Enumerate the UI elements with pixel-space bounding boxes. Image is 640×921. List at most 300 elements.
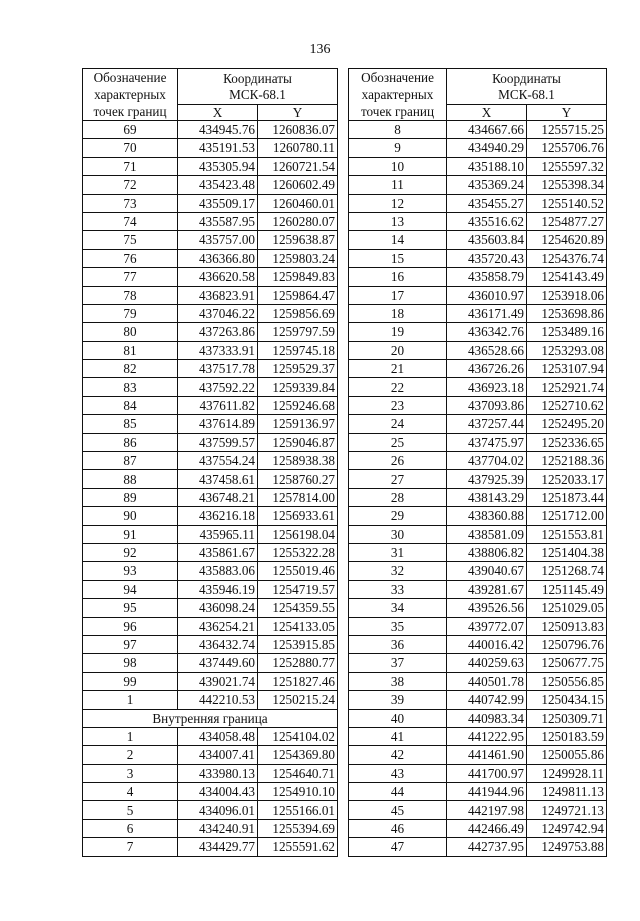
table-row	[349, 617, 607, 635]
y-coordinate-cell: 1251145.49	[527, 580, 607, 598]
x-coordinate-cell: 438581.09	[447, 525, 527, 543]
x-coordinate-cell: 436528.66	[447, 341, 527, 359]
x-coordinate-cell: 434240.91	[178, 819, 258, 837]
table-row	[349, 231, 607, 249]
coordinates-header: Координаты МСК-68.1	[178, 69, 338, 105]
table-row	[349, 139, 607, 157]
x-coordinate-cell: 435305.94	[178, 157, 258, 175]
x-coordinate-cell: 439526.56	[447, 599, 527, 617]
x-coordinate-cell: 437554.24	[178, 452, 258, 470]
y-coordinate-cell: 1253293.08	[527, 341, 607, 359]
y-coordinate-cell: 1250215.24	[258, 691, 338, 709]
point-number-cell: 14	[349, 231, 447, 249]
point-number-cell: 74	[83, 212, 178, 230]
table-row	[83, 672, 338, 690]
table-row	[349, 286, 607, 304]
x-coordinate-cell: 437611.82	[178, 396, 258, 414]
y-coordinate-cell: 1249928.11	[527, 764, 607, 782]
table-row	[349, 562, 607, 580]
x-coordinate-cell: 435883.06	[178, 562, 258, 580]
table-row	[83, 212, 338, 230]
coordinates-table-right	[348, 68, 607, 857]
point-number-cell: 76	[83, 249, 178, 267]
point-number-cell: 8	[349, 121, 447, 139]
x-coordinate-cell: 434004.43	[178, 783, 258, 801]
page-number: 136	[309, 42, 331, 57]
y-coordinate-cell: 1252033.17	[527, 470, 607, 488]
y-coordinate-cell: 1254719.57	[258, 580, 338, 598]
point-number-cell: 96	[83, 617, 178, 635]
y-coordinate-cell: 1260721.54	[258, 157, 338, 175]
point-number-cell: 6	[83, 819, 178, 837]
point-number-cell: 88	[83, 470, 178, 488]
table-row	[83, 121, 338, 139]
y-coordinate-cell: 1252921.74	[527, 378, 607, 396]
point-number-cell: 81	[83, 341, 178, 359]
y-coordinate-cell: 1259339.84	[258, 378, 338, 396]
y-coordinate-cell: 1250556.85	[527, 672, 607, 690]
y-coordinate-cell: 1258938.38	[258, 452, 338, 470]
y-coordinate-cell: 1259136.97	[258, 415, 338, 433]
x-coordinate-cell: 440983.34	[447, 709, 527, 727]
table-row	[83, 599, 338, 617]
x-coordinate-cell: 437093.86	[447, 396, 527, 414]
x-coordinate-cell: 434058.48	[178, 727, 258, 745]
x-coordinate-cell: 437046.22	[178, 304, 258, 322]
table-row	[83, 488, 338, 506]
x-coordinate-cell: 436366.80	[178, 249, 258, 267]
point-number-cell: 38	[349, 672, 447, 690]
point-number-cell: 15	[349, 249, 447, 267]
point-number-cell: 97	[83, 635, 178, 653]
table-row	[83, 746, 338, 764]
designation-header: Обозначение характерных точек границ	[349, 69, 447, 121]
y-coordinate-cell: 1252495.20	[527, 415, 607, 433]
y-coordinate-cell: 1259849.83	[258, 268, 338, 286]
x-coordinate-cell: 435455.27	[447, 194, 527, 212]
y-coordinate-cell: 1260836.07	[258, 121, 338, 139]
table-row	[349, 838, 607, 856]
table-row	[349, 268, 607, 286]
x-coordinate-cell: 436010.97	[447, 286, 527, 304]
x-coordinate-cell: 436432.74	[178, 635, 258, 653]
x-coordinate-cell: 437704.02	[447, 452, 527, 470]
table-row	[83, 580, 338, 598]
table-row	[83, 341, 338, 359]
y-coordinate-cell: 1259638.87	[258, 231, 338, 249]
y-coordinate-cell: 1254620.89	[527, 231, 607, 249]
y-header: Y	[258, 105, 338, 121]
table-row	[83, 268, 338, 286]
y-coordinate-cell: 1259529.37	[258, 360, 338, 378]
table-row	[349, 378, 607, 396]
table-row	[349, 543, 607, 561]
x-coordinate-cell: 436254.21	[178, 617, 258, 635]
point-number-cell: 72	[83, 176, 178, 194]
x-coordinate-cell: 437475.97	[447, 433, 527, 451]
point-number-cell: 25	[349, 433, 447, 451]
point-number-cell: 24	[349, 415, 447, 433]
table-row	[83, 654, 338, 672]
y-coordinate-cell: 1255597.32	[527, 157, 607, 175]
y-coordinate-cell: 1250434.15	[527, 691, 607, 709]
x-coordinate-cell: 439281.67	[447, 580, 527, 598]
table-row	[83, 360, 338, 378]
y-coordinate-cell: 1249742.94	[527, 819, 607, 837]
point-number-cell: 79	[83, 304, 178, 322]
table-row	[349, 452, 607, 470]
y-coordinate-cell: 1253698.86	[527, 304, 607, 322]
x-coordinate-cell: 435720.43	[447, 249, 527, 267]
y-coordinate-cell: 1250309.71	[527, 709, 607, 727]
table-row	[349, 360, 607, 378]
coordinates-header: Координаты МСК-68.1	[447, 69, 607, 105]
x-coordinate-cell: 434429.77	[178, 838, 258, 856]
x-coordinate-cell: 435423.48	[178, 176, 258, 194]
x-coordinate-cell: 440742.99	[447, 691, 527, 709]
y-coordinate-cell: 1254910.10	[258, 783, 338, 801]
x-coordinate-cell: 438143.29	[447, 488, 527, 506]
point-number-cell: 69	[83, 121, 178, 139]
table-row	[83, 157, 338, 175]
y-coordinate-cell: 1253918.06	[527, 286, 607, 304]
table-row	[349, 691, 607, 709]
y-coordinate-cell: 1251268.74	[527, 562, 607, 580]
x-coordinate-cell: 441700.97	[447, 764, 527, 782]
table-row	[349, 672, 607, 690]
table-row	[83, 378, 338, 396]
point-number-cell: 27	[349, 470, 447, 488]
x-coordinate-cell: 440501.78	[447, 672, 527, 690]
y-coordinate-cell: 1250796.76	[527, 635, 607, 653]
y-coordinate-cell: 1260460.01	[258, 194, 338, 212]
table-row	[349, 121, 607, 139]
point-number-cell: 71	[83, 157, 178, 175]
y-coordinate-cell: 1260602.49	[258, 176, 338, 194]
y-coordinate-cell: 1254369.80	[258, 746, 338, 764]
x-coordinate-cell: 435369.24	[447, 176, 527, 194]
table-row	[83, 323, 338, 341]
table-row	[349, 727, 607, 745]
y-coordinate-cell: 1250677.75	[527, 654, 607, 672]
table-row	[83, 525, 338, 543]
y-coordinate-cell: 1259803.24	[258, 249, 338, 267]
table-row	[83, 507, 338, 525]
table-row	[83, 304, 338, 322]
y-coordinate-cell: 1260780.11	[258, 139, 338, 157]
y-coordinate-cell: 1250055.86	[527, 746, 607, 764]
table-row	[83, 819, 338, 837]
point-number-cell: 5	[83, 801, 178, 819]
y-coordinate-cell: 1254877.27	[527, 212, 607, 230]
point-number-cell: 94	[83, 580, 178, 598]
x-coordinate-cell: 441461.90	[447, 746, 527, 764]
x-coordinate-cell: 435516.62	[447, 212, 527, 230]
x-coordinate-cell: 438806.82	[447, 543, 527, 561]
y-coordinate-cell: 1260280.07	[258, 212, 338, 230]
y-coordinate-cell: 1255140.52	[527, 194, 607, 212]
x-coordinate-cell: 435191.53	[178, 139, 258, 157]
y-coordinate-cell: 1254133.05	[258, 617, 338, 635]
y-coordinate-cell: 1258760.27	[258, 470, 338, 488]
x-coordinate-cell: 435603.84	[447, 231, 527, 249]
point-number-cell: 12	[349, 194, 447, 212]
point-number-cell: 30	[349, 525, 447, 543]
table-row	[349, 157, 607, 175]
point-number-cell: 95	[83, 599, 178, 617]
y-coordinate-cell: 1251029.05	[527, 599, 607, 617]
table-row	[349, 525, 607, 543]
y-coordinate-cell: 1259864.47	[258, 286, 338, 304]
x-coordinate-cell: 437599.57	[178, 433, 258, 451]
y-coordinate-cell: 1252336.65	[527, 433, 607, 451]
table-row	[349, 304, 607, 322]
point-number-cell: 43	[349, 764, 447, 782]
table-row	[349, 746, 607, 764]
table-row	[349, 488, 607, 506]
point-number-cell: 22	[349, 378, 447, 396]
table-row	[349, 819, 607, 837]
y-coordinate-cell: 1254376.74	[527, 249, 607, 267]
point-number-cell: 89	[83, 488, 178, 506]
point-number-cell: 9	[349, 139, 447, 157]
table-row	[83, 396, 338, 414]
y-coordinate-cell: 1249753.88	[527, 838, 607, 856]
table-row	[349, 654, 607, 672]
point-number-cell: 10	[349, 157, 447, 175]
table-row	[83, 801, 338, 819]
table-row	[349, 764, 607, 782]
y-coordinate-cell: 1250183.59	[527, 727, 607, 745]
y-coordinate-cell: 1254104.02	[258, 727, 338, 745]
y-coordinate-cell: 1255019.46	[258, 562, 338, 580]
table-row	[83, 635, 338, 653]
x-coordinate-cell: 436216.18	[178, 507, 258, 525]
table-row	[349, 323, 607, 341]
x-coordinate-cell: 434667.66	[447, 121, 527, 139]
table-row	[349, 580, 607, 598]
x-header: X	[447, 105, 527, 121]
x-coordinate-cell: 442737.95	[447, 838, 527, 856]
y-header: Y	[527, 105, 607, 121]
table-row	[349, 194, 607, 212]
y-coordinate-cell: 1255715.25	[527, 121, 607, 139]
point-number-cell: 99	[83, 672, 178, 690]
point-number-cell: 37	[349, 654, 447, 672]
point-number-cell: 86	[83, 433, 178, 451]
x-coordinate-cell: 439040.67	[447, 562, 527, 580]
point-number-cell: 26	[349, 452, 447, 470]
x-coordinate-cell: 436726.26	[447, 360, 527, 378]
point-number-cell: 47	[349, 838, 447, 856]
y-coordinate-cell: 1259246.68	[258, 396, 338, 414]
y-coordinate-cell: 1259856.69	[258, 304, 338, 322]
point-number-cell: 41	[349, 727, 447, 745]
x-coordinate-cell: 436171.49	[447, 304, 527, 322]
point-number-cell: 77	[83, 268, 178, 286]
point-number-cell: 75	[83, 231, 178, 249]
point-number-cell: 32	[349, 562, 447, 580]
table-row	[83, 543, 338, 561]
y-coordinate-cell: 1251827.46	[258, 672, 338, 690]
table-row	[83, 194, 338, 212]
x-coordinate-cell: 434945.76	[178, 121, 258, 139]
x-coordinate-cell: 439772.07	[447, 617, 527, 635]
point-number-cell: 33	[349, 580, 447, 598]
table-row	[349, 801, 607, 819]
y-coordinate-cell: 1251553.81	[527, 525, 607, 543]
x-coordinate-cell: 437333.91	[178, 341, 258, 359]
point-number-cell: 70	[83, 139, 178, 157]
x-coordinate-cell: 435509.17	[178, 194, 258, 212]
table-row	[83, 452, 338, 470]
x-coordinate-cell: 435188.10	[447, 157, 527, 175]
table-row	[83, 433, 338, 451]
y-coordinate-cell: 1256198.04	[258, 525, 338, 543]
x-coordinate-cell: 437458.61	[178, 470, 258, 488]
point-number-cell: 45	[349, 801, 447, 819]
point-number-cell: 36	[349, 635, 447, 653]
table-row	[349, 396, 607, 414]
point-number-cell: 83	[83, 378, 178, 396]
x-header: X	[178, 105, 258, 121]
x-coordinate-cell: 435757.00	[178, 231, 258, 249]
y-coordinate-cell: 1255398.34	[527, 176, 607, 194]
designation-header: Обозначение характерных точек границ	[83, 69, 178, 121]
x-coordinate-cell: 436823.91	[178, 286, 258, 304]
point-number-cell: 34	[349, 599, 447, 617]
x-coordinate-cell: 437614.89	[178, 415, 258, 433]
point-number-cell: 23	[349, 396, 447, 414]
point-number-cell: 73	[83, 194, 178, 212]
y-coordinate-cell: 1255591.62	[258, 838, 338, 856]
point-number-cell: 98	[83, 654, 178, 672]
table-row	[83, 415, 338, 433]
table-row	[83, 249, 338, 267]
section-row	[83, 709, 338, 727]
point-number-cell: 3	[83, 764, 178, 782]
table-row	[349, 249, 607, 267]
point-number-cell: 29	[349, 507, 447, 525]
point-number-cell: 31	[349, 543, 447, 561]
x-coordinate-cell: 442466.49	[447, 819, 527, 837]
point-number-cell: 18	[349, 304, 447, 322]
y-coordinate-cell: 1249721.13	[527, 801, 607, 819]
point-number-cell: 19	[349, 323, 447, 341]
x-coordinate-cell: 437449.60	[178, 654, 258, 672]
y-coordinate-cell: 1252880.77	[258, 654, 338, 672]
coordinates-table-left	[82, 68, 338, 857]
point-number-cell: 11	[349, 176, 447, 194]
y-coordinate-cell: 1255706.76	[527, 139, 607, 157]
x-coordinate-cell: 436748.21	[178, 488, 258, 506]
point-number-cell: 35	[349, 617, 447, 635]
point-number-cell: 2	[83, 746, 178, 764]
point-number-cell: 20	[349, 341, 447, 359]
y-coordinate-cell: 1255394.69	[258, 819, 338, 837]
x-coordinate-cell: 434940.29	[447, 139, 527, 157]
point-number-cell: 7	[83, 838, 178, 856]
table-row	[83, 838, 338, 856]
table-row	[349, 470, 607, 488]
y-coordinate-cell: 1253915.85	[258, 635, 338, 653]
y-coordinate-cell: 1257814.00	[258, 488, 338, 506]
x-coordinate-cell: 438360.88	[447, 507, 527, 525]
y-coordinate-cell: 1252710.62	[527, 396, 607, 414]
table-row	[83, 783, 338, 801]
table-row	[349, 433, 607, 451]
x-coordinate-cell: 434007.41	[178, 746, 258, 764]
x-coordinate-cell: 437592.22	[178, 378, 258, 396]
x-coordinate-cell: 435861.67	[178, 543, 258, 561]
point-number-cell: 91	[83, 525, 178, 543]
table-row	[83, 727, 338, 745]
table-row	[349, 176, 607, 194]
y-coordinate-cell: 1255322.28	[258, 543, 338, 561]
point-number-cell: 44	[349, 783, 447, 801]
point-number-cell: 78	[83, 286, 178, 304]
y-coordinate-cell: 1255166.01	[258, 801, 338, 819]
point-number-cell: 13	[349, 212, 447, 230]
point-number-cell: 1	[83, 691, 178, 709]
x-coordinate-cell: 435946.19	[178, 580, 258, 598]
point-number-cell: 93	[83, 562, 178, 580]
x-coordinate-cell: 434096.01	[178, 801, 258, 819]
x-coordinate-cell: 435587.95	[178, 212, 258, 230]
x-coordinate-cell: 437925.39	[447, 470, 527, 488]
point-number-cell: 46	[349, 819, 447, 837]
x-coordinate-cell: 441222.95	[447, 727, 527, 745]
point-number-cell: 87	[83, 452, 178, 470]
table-row	[83, 764, 338, 782]
y-coordinate-cell: 1254640.71	[258, 764, 338, 782]
x-coordinate-cell: 442210.53	[178, 691, 258, 709]
table-row	[83, 286, 338, 304]
point-number-cell: 82	[83, 360, 178, 378]
y-coordinate-cell: 1249811.13	[527, 783, 607, 801]
point-number-cell: 21	[349, 360, 447, 378]
table-row	[83, 139, 338, 157]
y-coordinate-cell: 1252188.36	[527, 452, 607, 470]
x-coordinate-cell: 433980.13	[178, 764, 258, 782]
x-coordinate-cell: 442197.98	[447, 801, 527, 819]
point-number-cell: 84	[83, 396, 178, 414]
table-row	[349, 635, 607, 653]
point-number-cell: 28	[349, 488, 447, 506]
point-number-cell: 1	[83, 727, 178, 745]
x-coordinate-cell: 437257.44	[447, 415, 527, 433]
table-row	[83, 176, 338, 194]
point-number-cell: 16	[349, 268, 447, 286]
point-number-cell: 42	[349, 746, 447, 764]
y-coordinate-cell: 1251712.00	[527, 507, 607, 525]
point-number-cell: 4	[83, 783, 178, 801]
x-coordinate-cell: 436342.76	[447, 323, 527, 341]
point-number-cell: 85	[83, 415, 178, 433]
table-row	[349, 709, 607, 727]
x-coordinate-cell: 435965.11	[178, 525, 258, 543]
table-row	[83, 617, 338, 635]
y-coordinate-cell: 1259046.87	[258, 433, 338, 451]
point-number-cell: 17	[349, 286, 447, 304]
x-coordinate-cell: 441944.96	[447, 783, 527, 801]
point-number-cell: 40	[349, 709, 447, 727]
x-coordinate-cell: 436098.24	[178, 599, 258, 617]
table-row	[83, 470, 338, 488]
x-coordinate-cell: 437263.86	[178, 323, 258, 341]
point-number-cell: 80	[83, 323, 178, 341]
section-title: Внутренняя граница	[83, 709, 338, 727]
